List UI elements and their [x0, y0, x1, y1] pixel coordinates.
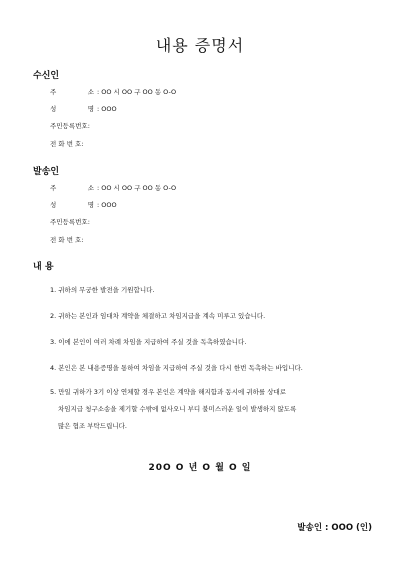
content-paragraph-5-line-3: 많은 협조 부탁드립니다. — [58, 422, 127, 430]
sender-address-value: : OO 시 OO 구 OO 동 O-O — [97, 184, 177, 192]
recipient-phone-value: : — [81, 140, 84, 148]
sender-address-label: 주 소 — [50, 184, 94, 192]
sender-id-label: 주민등록번호 — [50, 218, 88, 226]
sender-id-row — [50, 217, 90, 226]
recipient-phone-label: 전 화 번 호 — [50, 140, 82, 148]
recipient-address-value: : OO 시 OO 구 OO 동 O-O — [97, 88, 177, 96]
content-paragraph-5-line-2: 차임지급 청구소송을 제기할 수밖에 없사오니 부디 불미스러운 일이 발생하지 않도록 — [58, 405, 297, 413]
recipient-heading: 수신인 — [33, 71, 60, 81]
sender-name-row — [50, 200, 117, 209]
content-paragraph-4: 4. 본인은 본 내용증명을 통하여 차임을 지급하여 주실 것을 다시 한번 독촉하는 바입니다. — [50, 364, 303, 372]
recipient-id-value: : — [87, 122, 90, 130]
sender-heading: 발송인 — [33, 167, 60, 177]
sender-name-label: 성 명 — [50, 201, 94, 209]
sender-name-value: : OOO — [97, 201, 117, 209]
recipient-id-row — [50, 121, 90, 130]
sender-id-value: : — [87, 218, 90, 226]
document-date: 20O O 년 O 월 O 일 — [148, 463, 252, 473]
recipient-name-value: : OOO — [97, 105, 117, 113]
sender-phone-label: 전 화 번 호 — [50, 236, 82, 244]
content-heading: 내 용 — [33, 262, 54, 272]
content-paragraph-2: 2. 귀하는 본인과 임대차 계약을 체결하고 차임지급을 계속 미루고 있습니다. — [50, 312, 266, 320]
content-paragraph-5: 5. 만일 귀하가 3기 이상 연체할 경우 본인은 계약을 해지함과 동시에 귀하를 상대로 — [50, 388, 287, 396]
document-title: 내용 증명서 — [155, 36, 245, 55]
recipient-phone-row — [50, 139, 84, 148]
recipient-name-label: 성 명 — [50, 105, 94, 113]
recipient-address-row — [50, 87, 176, 96]
content-paragraph-1: 1. 귀하의 무궁한 발전을 기원합니다. — [50, 286, 155, 294]
content-paragraph-3: 3. 이에 본인이 여러 차례 차임을 지급하여 주실 것을 독촉하였습니다. — [50, 338, 247, 346]
recipient-id-label: 주민등록번호 — [50, 122, 88, 130]
sender-phone-value: : — [81, 236, 84, 244]
recipient-address-label: 주 소 — [50, 88, 94, 96]
sender-signature: 발송인 : OOO (인) — [297, 523, 372, 533]
sender-address-row — [50, 183, 176, 192]
sender-phone-row — [50, 235, 84, 244]
recipient-name-row — [50, 104, 117, 113]
